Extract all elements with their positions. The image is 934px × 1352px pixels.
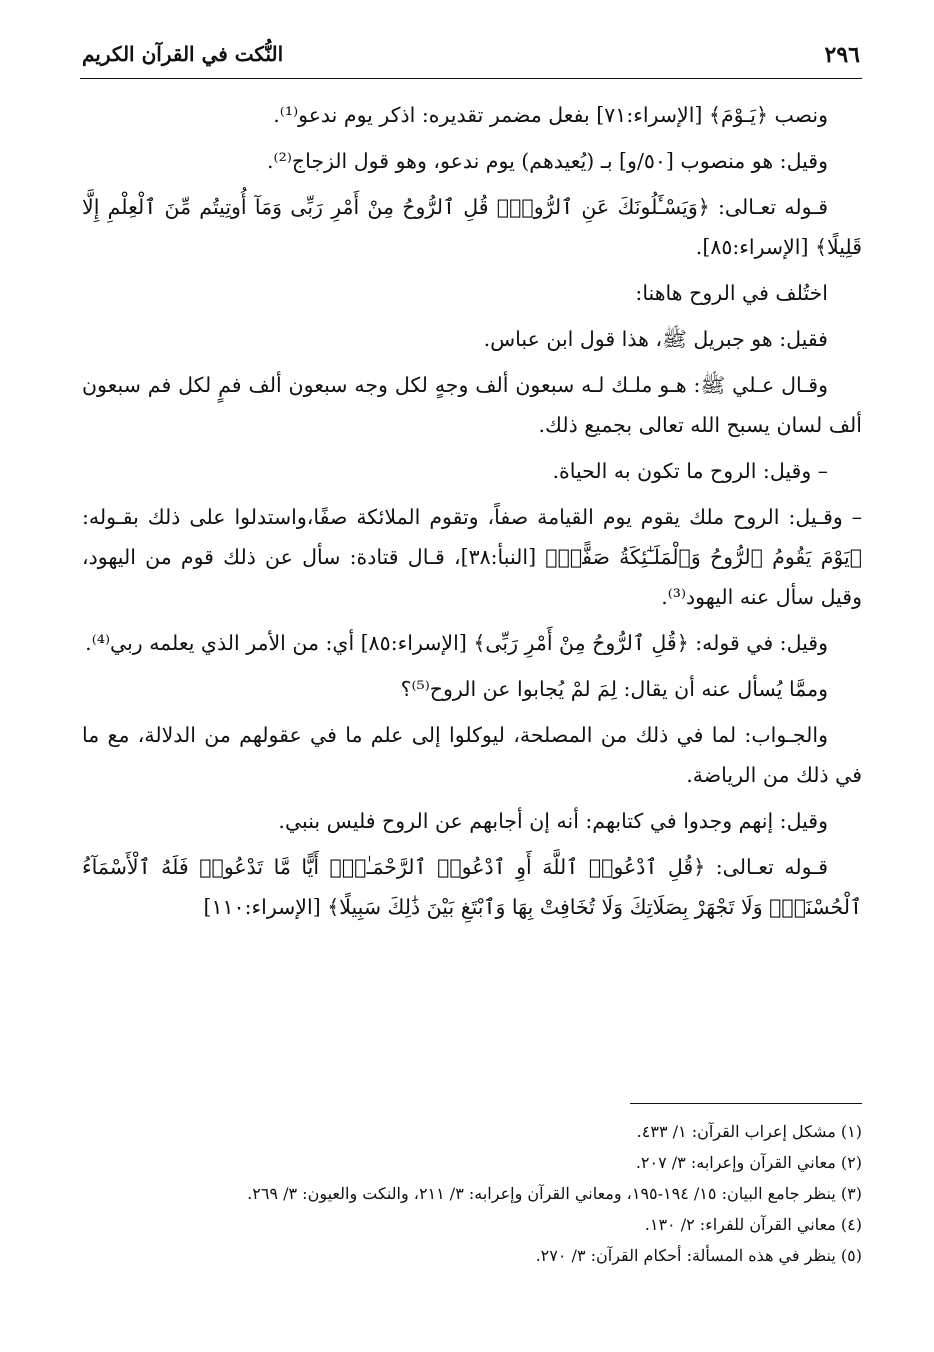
footnote: (٥) ينظر في هذه المسألة: أحكام القرآن: ٣/ ٢٧٠.: [535, 1246, 862, 1265]
paragraph: وقيل: إنهم وجدوا في كتابهم: أنه إن أجابهم عن الروح فليس بنبي.: [278, 809, 828, 833]
footnote-divider: [630, 1103, 862, 1104]
paragraph: وقـال عـلي ﷺ: هـو ملـك لـه سبعون ألف وجهٍ لكل وجه سبعون ألف فمٍ لكل فم سبعون ألف لسان يسبح الله تعالى بجميع ذلك.: [82, 373, 862, 437]
paragraph: وقيل: هو منصوب [٥٠/و] بـ (يُعيدهم) يوم ندعو، وهو قول الزجاج⁽²⁾.: [267, 149, 828, 173]
paragraph: – وقيل: الروح ما تكون به الحياة.: [552, 459, 828, 483]
footnote: (٤) معاني القرآن للفراء: ٢/ ١٣٠.: [644, 1215, 862, 1234]
footnote: (٣) ينظر جامع البيان: ١٥/ ١٩٤-١٩٥، ومعاني القرآن وإعرابه: ٣/ ٢١١، والنكت والعيون: ٣/ ٢٦٩.: [247, 1184, 862, 1203]
paragraph: اختُلف في الروح هاهنا:: [635, 281, 828, 305]
paragraph: ونصب ﴿يَـوْمَ﴾ [الإسراء:٧١] بفعل مضمر تقديره: اذكر يوم ندعو⁽¹⁾.: [273, 103, 828, 127]
paragraph: وممَّا يُسأل عنه أن يقال: لِمَ لمْ يُجابوا عن الروح⁽⁵⁾؟: [400, 677, 828, 701]
running-title: النُّكت في القرآن الكريم: [82, 42, 284, 66]
quran-verse-paragraph: قـوله تعـالى: ﴿قُلِ ٱدْعُوا۟ ٱللَّهَ أَوِ ٱدْعُوا۟ ٱلرَّحْمَـٰنَۖ أَيًّا مَّا تَدْعُوا۟ فَلَهُ ٱلْأَسْمَآءُ ٱلْحُسْنَىٰۚ وَلَا تَجْهَرْ بِصَلَاتِكَ وَلَا تُخَافِتْ بِهَا وَٱبْتَغِ بَيْنَ ذَٰلِكَ سَبِيلًا﴾ [الإسراء:١١٠]: [82, 855, 862, 919]
main-text: [82, 95, 862, 933]
page-number: ٢٩٦: [824, 42, 860, 68]
footnotes: [82, 1116, 862, 1271]
paragraph: والجـواب: لما في ذلك من المصلحة، ليوكلوا إلى علم ما في عقولهم من الدلالة، مع ما في ذلك من الرياضة.: [82, 723, 862, 787]
paragraph: وقيل: في قوله: ﴿قُلِ ٱلرُّوحُ مِنْ أَمْرِ رَبِّى﴾ [الإسراء:٨٥] أي: من الأمر الذي يعلمه ربي⁽⁴⁾.: [85, 631, 828, 655]
footnote: (٢) معاني القرآن وإعرابه: ٣/ ٢٠٧.: [635, 1153, 862, 1172]
paragraph: – وقـيل: الروح ملك يقوم يوم القيامة صفاً، وتقوم الملائكة صفًا،واستدلوا على ذلك بقـوله: ﴿يَوْمَ يَقُومُ ٱلرُّوحُ وَٱلْمَلَـٰٓئِكَةُ صَفًّاۖ﴾ [النبأ:٣٨]، قـال قتادة: سأل عن ذلك قوم من اليهود، وقيل سأل عنه اليهود⁽³⁾.: [82, 505, 862, 609]
quran-verse-paragraph: قـوله تعـالى: ﴿وَيَسْـَٔلُونَكَ عَنِ ٱلرُّوحِۖ قُلِ ٱلرُّوحُ مِنْ أَمْرِ رَبِّى وَمَآ أُوتِيتُم مِّنَ ٱلْعِلْمِ إِلَّا قَلِيلًا﴾ [الإسراء:٨٥].: [82, 195, 862, 259]
page-header: [80, 38, 862, 79]
paragraph: فقيل: هو جبريل ﷺ، هذا قول ابن عباس.: [483, 327, 828, 351]
footnote: (١) مشكل إعراب القرآن: ١/ ٤٣٣.: [636, 1122, 862, 1141]
